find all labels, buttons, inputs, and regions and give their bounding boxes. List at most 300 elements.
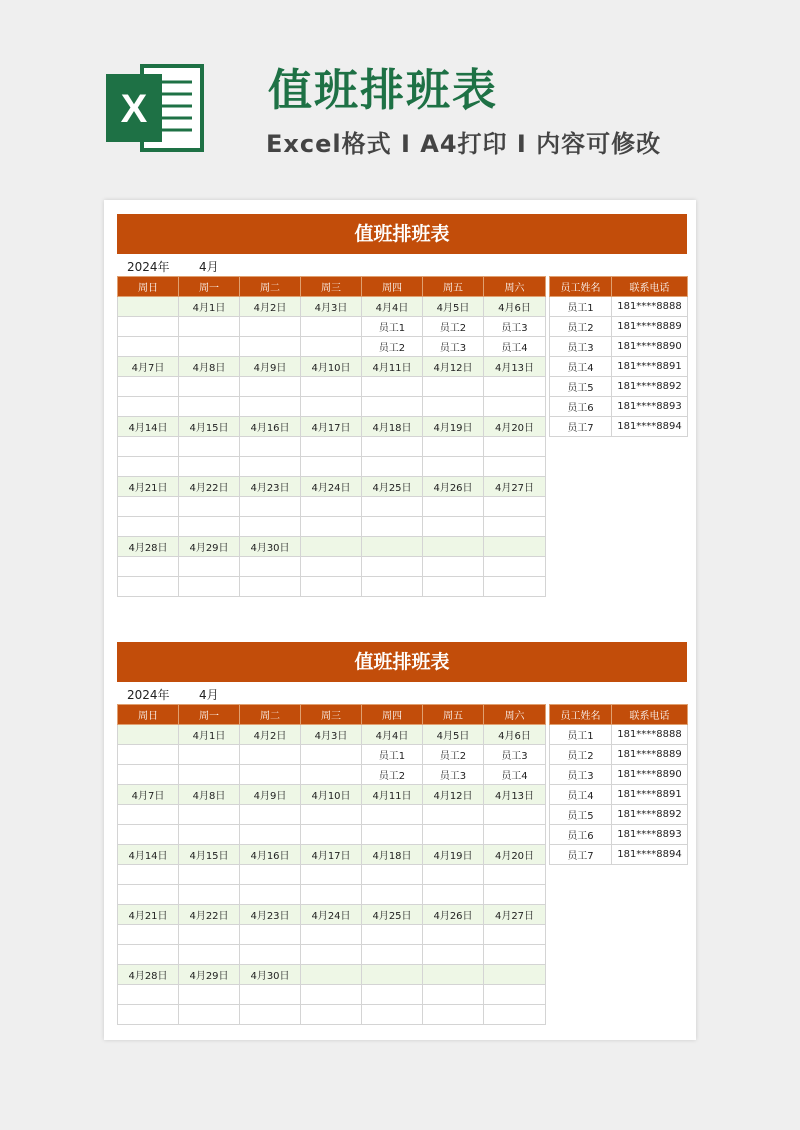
shift-cell[interactable] xyxy=(362,945,423,965)
shift-cell[interactable] xyxy=(240,577,301,597)
staff-phone-cell[interactable]: 181****8891 xyxy=(612,785,688,805)
shift-cell[interactable] xyxy=(118,825,179,845)
date-row xyxy=(118,417,546,437)
shift-cell[interactable] xyxy=(362,517,423,537)
shift-cell[interactable] xyxy=(362,885,423,905)
staff-name-cell[interactable]: 员工2 xyxy=(550,317,612,337)
staff-row xyxy=(550,725,688,745)
staff-name-cell[interactable]: 员工3 xyxy=(550,765,612,785)
weekday-header: 周五 xyxy=(423,277,484,297)
date-cell[interactable]: 4月15日 xyxy=(179,845,240,865)
shift-cell[interactable] xyxy=(301,377,362,397)
shift-cell[interactable] xyxy=(179,765,240,785)
logo-letter: X xyxy=(120,87,148,131)
shift-row xyxy=(118,745,546,765)
shift-cell[interactable] xyxy=(118,577,179,597)
staff-phone-cell[interactable]: 181****8890 xyxy=(612,337,688,357)
staff-row xyxy=(550,357,688,377)
date-cell[interactable]: 4月9日 xyxy=(240,357,301,377)
staff-table xyxy=(549,276,688,437)
date-cell[interactable]: 4月29日 xyxy=(179,537,240,557)
date-cell[interactable]: 4月21日 xyxy=(118,477,179,497)
date-cell[interactable]: 4月6日 xyxy=(484,725,546,745)
date-cell[interactable]: 4月5日 xyxy=(423,297,484,317)
date-cell[interactable]: 4月30日 xyxy=(240,965,301,985)
date-cell[interactable]: 4月17日 xyxy=(301,417,362,437)
shift-cell[interactable] xyxy=(240,437,301,457)
shift-cell[interactable] xyxy=(240,377,301,397)
shift-cell[interactable] xyxy=(423,885,484,905)
weekday-header: 周二 xyxy=(240,705,301,725)
date-cell[interactable]: 4月19日 xyxy=(423,417,484,437)
shift-cell[interactable] xyxy=(118,437,179,457)
shift-cell[interactable] xyxy=(118,805,179,825)
shift-cell[interactable] xyxy=(118,745,179,765)
date-row xyxy=(118,537,546,557)
shift-cell[interactable] xyxy=(240,1005,301,1025)
shift-cell[interactable] xyxy=(423,825,484,845)
sheet-banner: 值班排班表 xyxy=(117,642,687,682)
weekday-header: 周四 xyxy=(362,705,423,725)
shift-cell[interactable] xyxy=(484,945,546,965)
shift-cell[interactable] xyxy=(301,1005,362,1025)
shift-cell[interactable] xyxy=(301,925,362,945)
shift-cell[interactable] xyxy=(301,825,362,845)
shift-row xyxy=(118,945,546,965)
date-cell[interactable]: 4月26日 xyxy=(423,905,484,925)
shift-row xyxy=(118,437,546,457)
shift-row xyxy=(118,925,546,945)
shift-cell[interactable] xyxy=(240,337,301,357)
shift-cell[interactable] xyxy=(423,457,484,477)
shift-cell[interactable] xyxy=(301,765,362,785)
shift-cell[interactable] xyxy=(362,805,423,825)
date-cell[interactable]: 4月28日 xyxy=(118,965,179,985)
shift-cell[interactable] xyxy=(484,437,546,457)
date-cell[interactable]: 4月16日 xyxy=(240,845,301,865)
staff-header: 员工姓名 xyxy=(550,705,612,725)
shift-cell[interactable]: 员工4 xyxy=(484,337,546,357)
shift-cell[interactable] xyxy=(484,377,546,397)
staff-row xyxy=(550,745,688,765)
date-cell[interactable]: 4月26日 xyxy=(423,477,484,497)
shift-cell[interactable] xyxy=(240,397,301,417)
staff-name-cell[interactable]: 员工4 xyxy=(550,785,612,805)
shift-cell[interactable] xyxy=(362,1005,423,1025)
shift-cell[interactable] xyxy=(179,865,240,885)
weekday-header: 周一 xyxy=(179,705,240,725)
shift-cell[interactable] xyxy=(240,317,301,337)
shift-cell[interactable] xyxy=(118,457,179,477)
date-cell[interactable] xyxy=(362,537,423,557)
shift-cell[interactable] xyxy=(484,925,546,945)
shift-cell[interactable] xyxy=(240,865,301,885)
date-cell[interactable]: 4月14日 xyxy=(118,845,179,865)
shift-cell[interactable]: 员工3 xyxy=(484,745,546,765)
date-cell[interactable]: 4月13日 xyxy=(484,785,546,805)
shift-cell[interactable] xyxy=(362,457,423,477)
shift-cell[interactable] xyxy=(179,945,240,965)
document-card xyxy=(104,200,696,1040)
shift-cell[interactable] xyxy=(240,497,301,517)
staff-phone-cell[interactable]: 181****8894 xyxy=(612,845,688,865)
staff-row xyxy=(550,317,688,337)
shift-cell[interactable] xyxy=(484,805,546,825)
shift-cell[interactable] xyxy=(301,437,362,457)
date-row xyxy=(118,905,546,925)
date-cell[interactable]: 4月22日 xyxy=(179,477,240,497)
date-cell[interactable]: 4月2日 xyxy=(240,725,301,745)
shift-cell[interactable]: 员工3 xyxy=(423,337,484,357)
shift-cell[interactable] xyxy=(484,557,546,577)
date-cell[interactable]: 4月8日 xyxy=(179,785,240,805)
shift-cell[interactable] xyxy=(362,437,423,457)
staff-table xyxy=(549,704,688,865)
shift-cell[interactable] xyxy=(118,517,179,537)
date-cell[interactable] xyxy=(301,537,362,557)
date-cell[interactable]: 4月25日 xyxy=(362,905,423,925)
staff-name-cell[interactable]: 员工1 xyxy=(550,725,612,745)
shift-cell[interactable] xyxy=(240,945,301,965)
weekday-header-row xyxy=(118,705,546,725)
shift-cell[interactable] xyxy=(179,925,240,945)
shift-cell[interactable] xyxy=(118,377,179,397)
shift-cell[interactable] xyxy=(179,317,240,337)
date-cell[interactable]: 4月19日 xyxy=(423,845,484,865)
shift-cell[interactable] xyxy=(240,885,301,905)
shift-row xyxy=(118,885,546,905)
shift-cell[interactable]: 员工3 xyxy=(484,317,546,337)
shift-cell[interactable] xyxy=(484,985,546,1005)
date-cell[interactable]: 4月17日 xyxy=(301,845,362,865)
shift-cell[interactable] xyxy=(118,865,179,885)
shift-cell[interactable] xyxy=(179,377,240,397)
shift-cell[interactable] xyxy=(179,885,240,905)
staff-name-cell[interactable]: 员工1 xyxy=(550,297,612,317)
shift-cell[interactable] xyxy=(423,925,484,945)
shift-cell[interactable] xyxy=(118,317,179,337)
shift-cell[interactable] xyxy=(484,517,546,537)
shift-cell[interactable] xyxy=(179,745,240,765)
shift-cell[interactable] xyxy=(179,985,240,1005)
shift-cell[interactable] xyxy=(179,457,240,477)
year-label: 2024年 xyxy=(127,688,170,702)
weekday-header: 周五 xyxy=(423,705,484,725)
shift-cell[interactable] xyxy=(179,577,240,597)
weekday-header: 周二 xyxy=(240,277,301,297)
date-cell[interactable]: 4月25日 xyxy=(362,477,423,497)
shift-cell[interactable] xyxy=(362,825,423,845)
date-cell[interactable]: 4月15日 xyxy=(179,417,240,437)
staff-name-cell[interactable]: 员工6 xyxy=(550,825,612,845)
shift-cell[interactable] xyxy=(484,1005,546,1025)
date-cell[interactable]: 4月12日 xyxy=(423,357,484,377)
staff-phone-cell[interactable]: 181****8892 xyxy=(612,377,688,397)
date-cell[interactable]: 4月28日 xyxy=(118,537,179,557)
staff-phone-cell[interactable]: 181****8888 xyxy=(612,725,688,745)
shift-cell[interactable]: 员工2 xyxy=(362,337,423,357)
date-cell[interactable] xyxy=(423,965,484,985)
shift-cell[interactable] xyxy=(301,885,362,905)
staff-phone-cell[interactable]: 181****8893 xyxy=(612,825,688,845)
shift-cell[interactable] xyxy=(423,985,484,1005)
shift-cell[interactable] xyxy=(423,1005,484,1025)
shift-cell[interactable] xyxy=(362,377,423,397)
date-cell[interactable]: 4月10日 xyxy=(301,357,362,377)
shift-cell[interactable] xyxy=(362,925,423,945)
date-cell[interactable]: 4月27日 xyxy=(484,477,546,497)
hero-header xyxy=(0,0,800,200)
staff-name-cell[interactable]: 员工6 xyxy=(550,397,612,417)
date-cell[interactable]: 4月1日 xyxy=(179,725,240,745)
shift-cell[interactable] xyxy=(240,457,301,477)
staff-phone-cell[interactable]: 181****8890 xyxy=(612,765,688,785)
staff-row xyxy=(550,845,688,865)
date-row xyxy=(118,357,546,377)
shift-cell[interactable] xyxy=(118,497,179,517)
calendar-table xyxy=(117,704,546,1025)
date-cell[interactable]: 4月11日 xyxy=(362,357,423,377)
date-cell[interactable]: 4月1日 xyxy=(179,297,240,317)
shift-cell[interactable] xyxy=(362,397,423,417)
shift-cell[interactable] xyxy=(301,557,362,577)
date-cell[interactable] xyxy=(484,965,546,985)
shift-cell[interactable] xyxy=(179,497,240,517)
weekday-header: 周六 xyxy=(484,705,546,725)
shift-cell[interactable] xyxy=(301,865,362,885)
staff-name-cell[interactable]: 员工5 xyxy=(550,377,612,397)
staff-name-cell[interactable]: 员工2 xyxy=(550,745,612,765)
weekday-header-row xyxy=(118,277,546,297)
shift-row xyxy=(118,985,546,1005)
shift-cell[interactable] xyxy=(423,397,484,417)
date-cell[interactable] xyxy=(484,537,546,557)
shift-cell[interactable]: 员工3 xyxy=(423,765,484,785)
shift-cell[interactable] xyxy=(362,577,423,597)
date-cell[interactable]: 4月18日 xyxy=(362,845,423,865)
shift-cell[interactable] xyxy=(179,517,240,537)
date-cell[interactable]: 4月3日 xyxy=(301,297,362,317)
shift-cell[interactable]: 员工2 xyxy=(362,765,423,785)
weekday-header: 周三 xyxy=(301,277,362,297)
staff-header-row xyxy=(550,705,688,725)
shift-cell[interactable] xyxy=(301,397,362,417)
shift-cell[interactable] xyxy=(301,805,362,825)
shift-cell[interactable] xyxy=(301,945,362,965)
shift-row xyxy=(118,517,546,537)
shift-cell[interactable] xyxy=(484,497,546,517)
shift-row xyxy=(118,765,546,785)
shift-cell[interactable] xyxy=(362,865,423,885)
shift-cell[interactable]: 员工2 xyxy=(423,317,484,337)
staff-phone-cell[interactable]: 181****8894 xyxy=(612,417,688,437)
shift-cell[interactable]: 员工2 xyxy=(423,745,484,765)
staff-name-cell[interactable]: 员工7 xyxy=(550,845,612,865)
date-cell[interactable]: 4月27日 xyxy=(484,905,546,925)
shift-cell[interactable] xyxy=(179,337,240,357)
date-cell[interactable]: 4月29日 xyxy=(179,965,240,985)
shift-cell[interactable] xyxy=(423,577,484,597)
staff-phone-cell[interactable]: 181****8889 xyxy=(612,317,688,337)
shift-cell[interactable] xyxy=(179,557,240,577)
shift-row xyxy=(118,337,546,357)
shift-cell[interactable] xyxy=(484,397,546,417)
page-title: 值班排班表 xyxy=(268,65,498,116)
shift-row xyxy=(118,457,546,477)
date-cell[interactable] xyxy=(301,965,362,985)
shift-cell[interactable] xyxy=(301,745,362,765)
shift-cell[interactable] xyxy=(240,985,301,1005)
shift-cell[interactable] xyxy=(423,865,484,885)
shift-cell[interactable] xyxy=(423,805,484,825)
shift-cell[interactable] xyxy=(118,557,179,577)
staff-name-cell[interactable]: 员工7 xyxy=(550,417,612,437)
date-cell[interactable]: 4月4日 xyxy=(362,297,423,317)
shift-cell[interactable] xyxy=(118,885,179,905)
date-row xyxy=(118,965,546,985)
staff-row xyxy=(550,377,688,397)
date-cell[interactable]: 4月30日 xyxy=(240,537,301,557)
shift-cell[interactable] xyxy=(240,517,301,537)
staff-row xyxy=(550,825,688,845)
shift-cell[interactable] xyxy=(301,457,362,477)
weekday-header: 周日 xyxy=(118,705,179,725)
date-cell[interactable]: 4月18日 xyxy=(362,417,423,437)
shift-cell[interactable] xyxy=(484,885,546,905)
shift-cell[interactable] xyxy=(362,497,423,517)
shift-cell[interactable] xyxy=(362,557,423,577)
date-cell[interactable]: 4月3日 xyxy=(301,725,362,745)
shift-cell[interactable]: 员工1 xyxy=(362,317,423,337)
date-cell[interactable]: 4月2日 xyxy=(240,297,301,317)
date-cell[interactable] xyxy=(118,297,179,317)
shift-cell[interactable] xyxy=(118,765,179,785)
staff-phone-cell[interactable]: 181****8889 xyxy=(612,745,688,765)
shift-cell[interactable] xyxy=(179,437,240,457)
shift-cell[interactable] xyxy=(423,945,484,965)
shift-cell[interactable] xyxy=(423,557,484,577)
shift-cell[interactable] xyxy=(240,557,301,577)
shift-cell[interactable] xyxy=(484,457,546,477)
staff-name-cell[interactable]: 员工5 xyxy=(550,805,612,825)
staff-row xyxy=(550,397,688,417)
date-row xyxy=(118,725,546,745)
shift-cell[interactable] xyxy=(301,317,362,337)
shift-cell[interactable] xyxy=(484,577,546,597)
date-cell[interactable]: 4月13日 xyxy=(484,357,546,377)
shift-cell[interactable] xyxy=(118,397,179,417)
shift-cell[interactable] xyxy=(423,377,484,397)
date-cell[interactable]: 4月12日 xyxy=(423,785,484,805)
month-label: 4月 xyxy=(199,688,219,702)
shift-cell[interactable] xyxy=(118,337,179,357)
date-cell[interactable] xyxy=(118,725,179,745)
shift-cell[interactable] xyxy=(118,1005,179,1025)
date-cell[interactable]: 4月7日 xyxy=(118,357,179,377)
shift-row xyxy=(118,805,546,825)
date-cell[interactable]: 4月23日 xyxy=(240,905,301,925)
shift-cell[interactable] xyxy=(423,517,484,537)
shift-cell[interactable] xyxy=(179,805,240,825)
shift-cell[interactable] xyxy=(301,337,362,357)
shift-row xyxy=(118,865,546,885)
shift-cell[interactable] xyxy=(301,985,362,1005)
shift-cell[interactable] xyxy=(362,985,423,1005)
date-cell[interactable]: 4月16日 xyxy=(240,417,301,437)
date-cell[interactable]: 4月6日 xyxy=(484,297,546,317)
shift-cell[interactable]: 员工1 xyxy=(362,745,423,765)
staff-phone-cell[interactable]: 181****8893 xyxy=(612,397,688,417)
staff-row xyxy=(550,297,688,317)
date-cell[interactable]: 4月24日 xyxy=(301,905,362,925)
staff-row xyxy=(550,417,688,437)
date-cell[interactable]: 4月4日 xyxy=(362,725,423,745)
staff-row xyxy=(550,337,688,357)
shift-cell[interactable]: 员工4 xyxy=(484,765,546,785)
shift-cell[interactable] xyxy=(484,825,546,845)
date-cell[interactable]: 4月9日 xyxy=(240,785,301,805)
date-cell[interactable] xyxy=(423,537,484,557)
staff-phone-cell[interactable]: 181****8891 xyxy=(612,357,688,377)
staff-header: 联系电话 xyxy=(612,277,688,297)
shift-cell[interactable] xyxy=(240,925,301,945)
shift-cell[interactable] xyxy=(179,397,240,417)
shift-cell[interactable] xyxy=(301,517,362,537)
shift-cell[interactable] xyxy=(118,925,179,945)
date-cell[interactable]: 4月5日 xyxy=(423,725,484,745)
shift-cell[interactable] xyxy=(118,985,179,1005)
weekday-header: 周日 xyxy=(118,277,179,297)
date-cell[interactable]: 4月10日 xyxy=(301,785,362,805)
shift-cell[interactable] xyxy=(301,497,362,517)
shift-cell[interactable] xyxy=(301,577,362,597)
shift-cell[interactable] xyxy=(179,1005,240,1025)
shift-cell[interactable] xyxy=(484,865,546,885)
shift-row xyxy=(118,1005,546,1025)
month-label: 4月 xyxy=(199,260,219,274)
shift-cell[interactable] xyxy=(423,497,484,517)
shift-cell[interactable] xyxy=(240,745,301,765)
staff-phone-cell[interactable]: 181****8888 xyxy=(612,297,688,317)
page-subtitle: Excel格式 I A4打印 I 内容可修改 xyxy=(266,130,662,158)
staff-header: 联系电话 xyxy=(612,705,688,725)
shift-cell[interactable] xyxy=(179,825,240,845)
date-cell[interactable]: 4月14日 xyxy=(118,417,179,437)
shift-cell[interactable] xyxy=(423,437,484,457)
staff-name-cell[interactable]: 员工4 xyxy=(550,357,612,377)
excel-logo-icon xyxy=(104,60,204,156)
staff-phone-cell[interactable]: 181****8892 xyxy=(612,805,688,825)
date-cell[interactable]: 4月20日 xyxy=(484,845,546,865)
date-cell[interactable]: 4月23日 xyxy=(240,477,301,497)
date-cell[interactable]: 4月11日 xyxy=(362,785,423,805)
shift-row xyxy=(118,825,546,845)
shift-cell[interactable] xyxy=(118,945,179,965)
staff-name-cell[interactable]: 员工3 xyxy=(550,337,612,357)
shift-cell[interactable] xyxy=(240,805,301,825)
shift-cell[interactable] xyxy=(240,765,301,785)
shift-cell[interactable] xyxy=(240,825,301,845)
date-cell[interactable]: 4月24日 xyxy=(301,477,362,497)
date-cell[interactable]: 4月20日 xyxy=(484,417,546,437)
staff-row xyxy=(550,805,688,825)
date-cell[interactable]: 4月22日 xyxy=(179,905,240,925)
date-cell[interactable] xyxy=(362,965,423,985)
date-cell[interactable]: 4月21日 xyxy=(118,905,179,925)
date-cell[interactable]: 4月7日 xyxy=(118,785,179,805)
calendar-table xyxy=(117,276,546,597)
date-cell[interactable]: 4月8日 xyxy=(179,357,240,377)
